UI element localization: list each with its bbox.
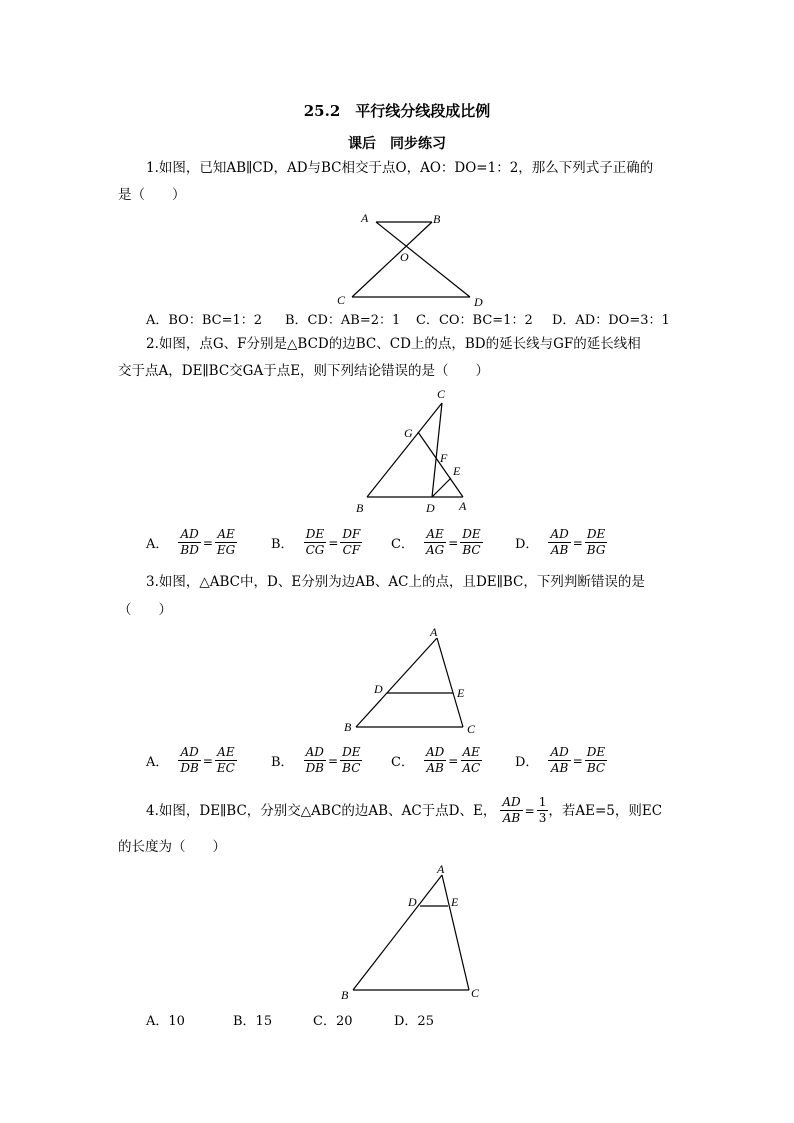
equals-sign: = <box>572 535 583 550</box>
q4-option-a[interactable]: A．10 <box>146 1014 185 1029</box>
q4-label-A: A <box>437 862 445 876</box>
q1-stem-line2: 是（ ） <box>118 187 186 203</box>
q4-label-B: B <box>341 988 349 1002</box>
fraction-right: $\frac{DE}{BG}$ <box>586 527 606 557</box>
q4-fraction-left: $\frac{AD}{AB}$ <box>502 795 521 825</box>
option-letter: D． <box>515 537 539 552</box>
q1-label-C: C <box>337 293 346 307</box>
q2-stem-line2: 交于点A，DE∥BC交GA于点E，则下列结论错误的是（ ） <box>118 363 490 379</box>
fraction-right: $\frac{AE}{AC}$ <box>462 745 481 775</box>
q2-label-G: G <box>404 426 413 440</box>
q1-option-c[interactable]: C．CO：BC=1：2 <box>416 313 533 328</box>
page-title: 25.2 平行线分线段成比例 <box>303 102 491 120</box>
q1-option-a[interactable]: A．BO：BC=1：2 <box>146 313 263 328</box>
q3-label-B: B <box>344 720 352 734</box>
q4-fraction-right: $\frac{1}{3}$ <box>538 795 547 825</box>
fraction-left: $\frac{AD}{AB}$ <box>425 745 445 775</box>
q1-label-O: O <box>400 250 409 264</box>
fraction-right: $\frac{AE}{EG}$ <box>216 527 236 557</box>
section-subtitle: 课后 同步练习 <box>348 136 446 152</box>
option-letter: B． <box>271 755 294 770</box>
fraction-right: $\frac{DE}{BC}$ <box>342 745 361 775</box>
q4-label-C: C <box>471 986 480 1000</box>
q1-stem-line1: 1.如图，已知AB∥CD，AD与BC相交于点O，AO：DO=1：2，那么下列式子正确的 <box>146 160 654 176</box>
equals-sign: = <box>202 535 213 550</box>
q2-stem-line1: 2.如图，点G、F分别是△BCD的边BC、CD上的点，BD的延长线与GF的延长线相 <box>146 336 641 352</box>
fraction-left: $\frac{AD}{DB}$ <box>180 745 199 775</box>
fraction-left: $\frac{AD}{AB}$ <box>550 527 569 557</box>
q2-label-F: F <box>440 451 448 465</box>
equals-sign: = <box>328 535 339 550</box>
q1-label-A: A <box>361 211 369 225</box>
fraction-left: $\frac{AE}{AG}$ <box>425 527 445 557</box>
q3-label-D: D <box>374 682 383 696</box>
q4-label-E: E <box>451 895 459 909</box>
fraction-right: $\frac{DF}{CF}$ <box>342 527 361 557</box>
q4-stem-text-a: 4.如图，DE∥BC，分别交△ABC的边AB、AC于点D、E， <box>146 802 497 819</box>
q3-stem-line2: （ ） <box>118 602 172 618</box>
fraction-left: $\frac{AD}{AB}$ <box>550 745 569 775</box>
equals-sign: = <box>572 753 583 768</box>
equals-sign: = <box>202 753 213 768</box>
fraction-right: $\frac{AE}{EC}$ <box>216 745 235 775</box>
q2-label-A: A <box>459 499 467 513</box>
q3-label-A: A <box>430 625 438 639</box>
q4-option-b[interactable]: B．15 <box>233 1014 273 1029</box>
fraction-left: $\frac{DE}{CG}$ <box>305 527 325 557</box>
q2-label-B: B <box>356 501 364 515</box>
fraction-left: $\frac{AD}{DB}$ <box>305 745 325 775</box>
q1-label-B: B <box>433 212 441 226</box>
equals-sign: = <box>328 753 339 768</box>
option-letter: A． <box>146 537 169 552</box>
equals-sign: = <box>448 535 459 550</box>
q2-label-D: D <box>426 501 435 515</box>
q1-option-b[interactable]: B．CD：AB=2：1 <box>285 313 401 328</box>
option-letter: D． <box>515 755 539 770</box>
q1-option-d[interactable]: D．AD：DO=3：1 <box>552 313 670 328</box>
option-letter: C． <box>391 755 414 770</box>
q3-label-C: C <box>467 722 476 736</box>
option-letter: B． <box>271 537 294 552</box>
q2-label-C: C <box>437 387 446 401</box>
fraction-left: $\frac{AD}{BD}$ <box>180 527 199 557</box>
q4-option-c[interactable]: C．20 <box>313 1014 353 1029</box>
q3-stem-line1: 3.如图，△ABC中，D、E分别为边AB、AC上的点，且DE∥BC，下列判断错误的是 <box>146 574 645 590</box>
q4-option-d[interactable]: D．25 <box>394 1014 434 1029</box>
option-letter: C． <box>391 537 414 552</box>
q4-stem-text-b: ，若AE=5，则EC <box>548 802 663 819</box>
q1-label-D: D <box>474 295 483 309</box>
fraction-right: $\frac{DE}{BC}$ <box>462 527 481 557</box>
q2-label-E: E <box>453 464 461 478</box>
q3-label-E: E <box>457 686 465 700</box>
option-letter: A． <box>146 755 169 770</box>
fraction-right: $\frac{DE}{BC}$ <box>586 745 606 775</box>
q4-label-D: D <box>408 895 417 909</box>
q4-equals-sign: = <box>524 803 535 818</box>
q4-stem-line2: 的长度为（ ） <box>118 839 226 855</box>
equals-sign: = <box>448 753 459 768</box>
